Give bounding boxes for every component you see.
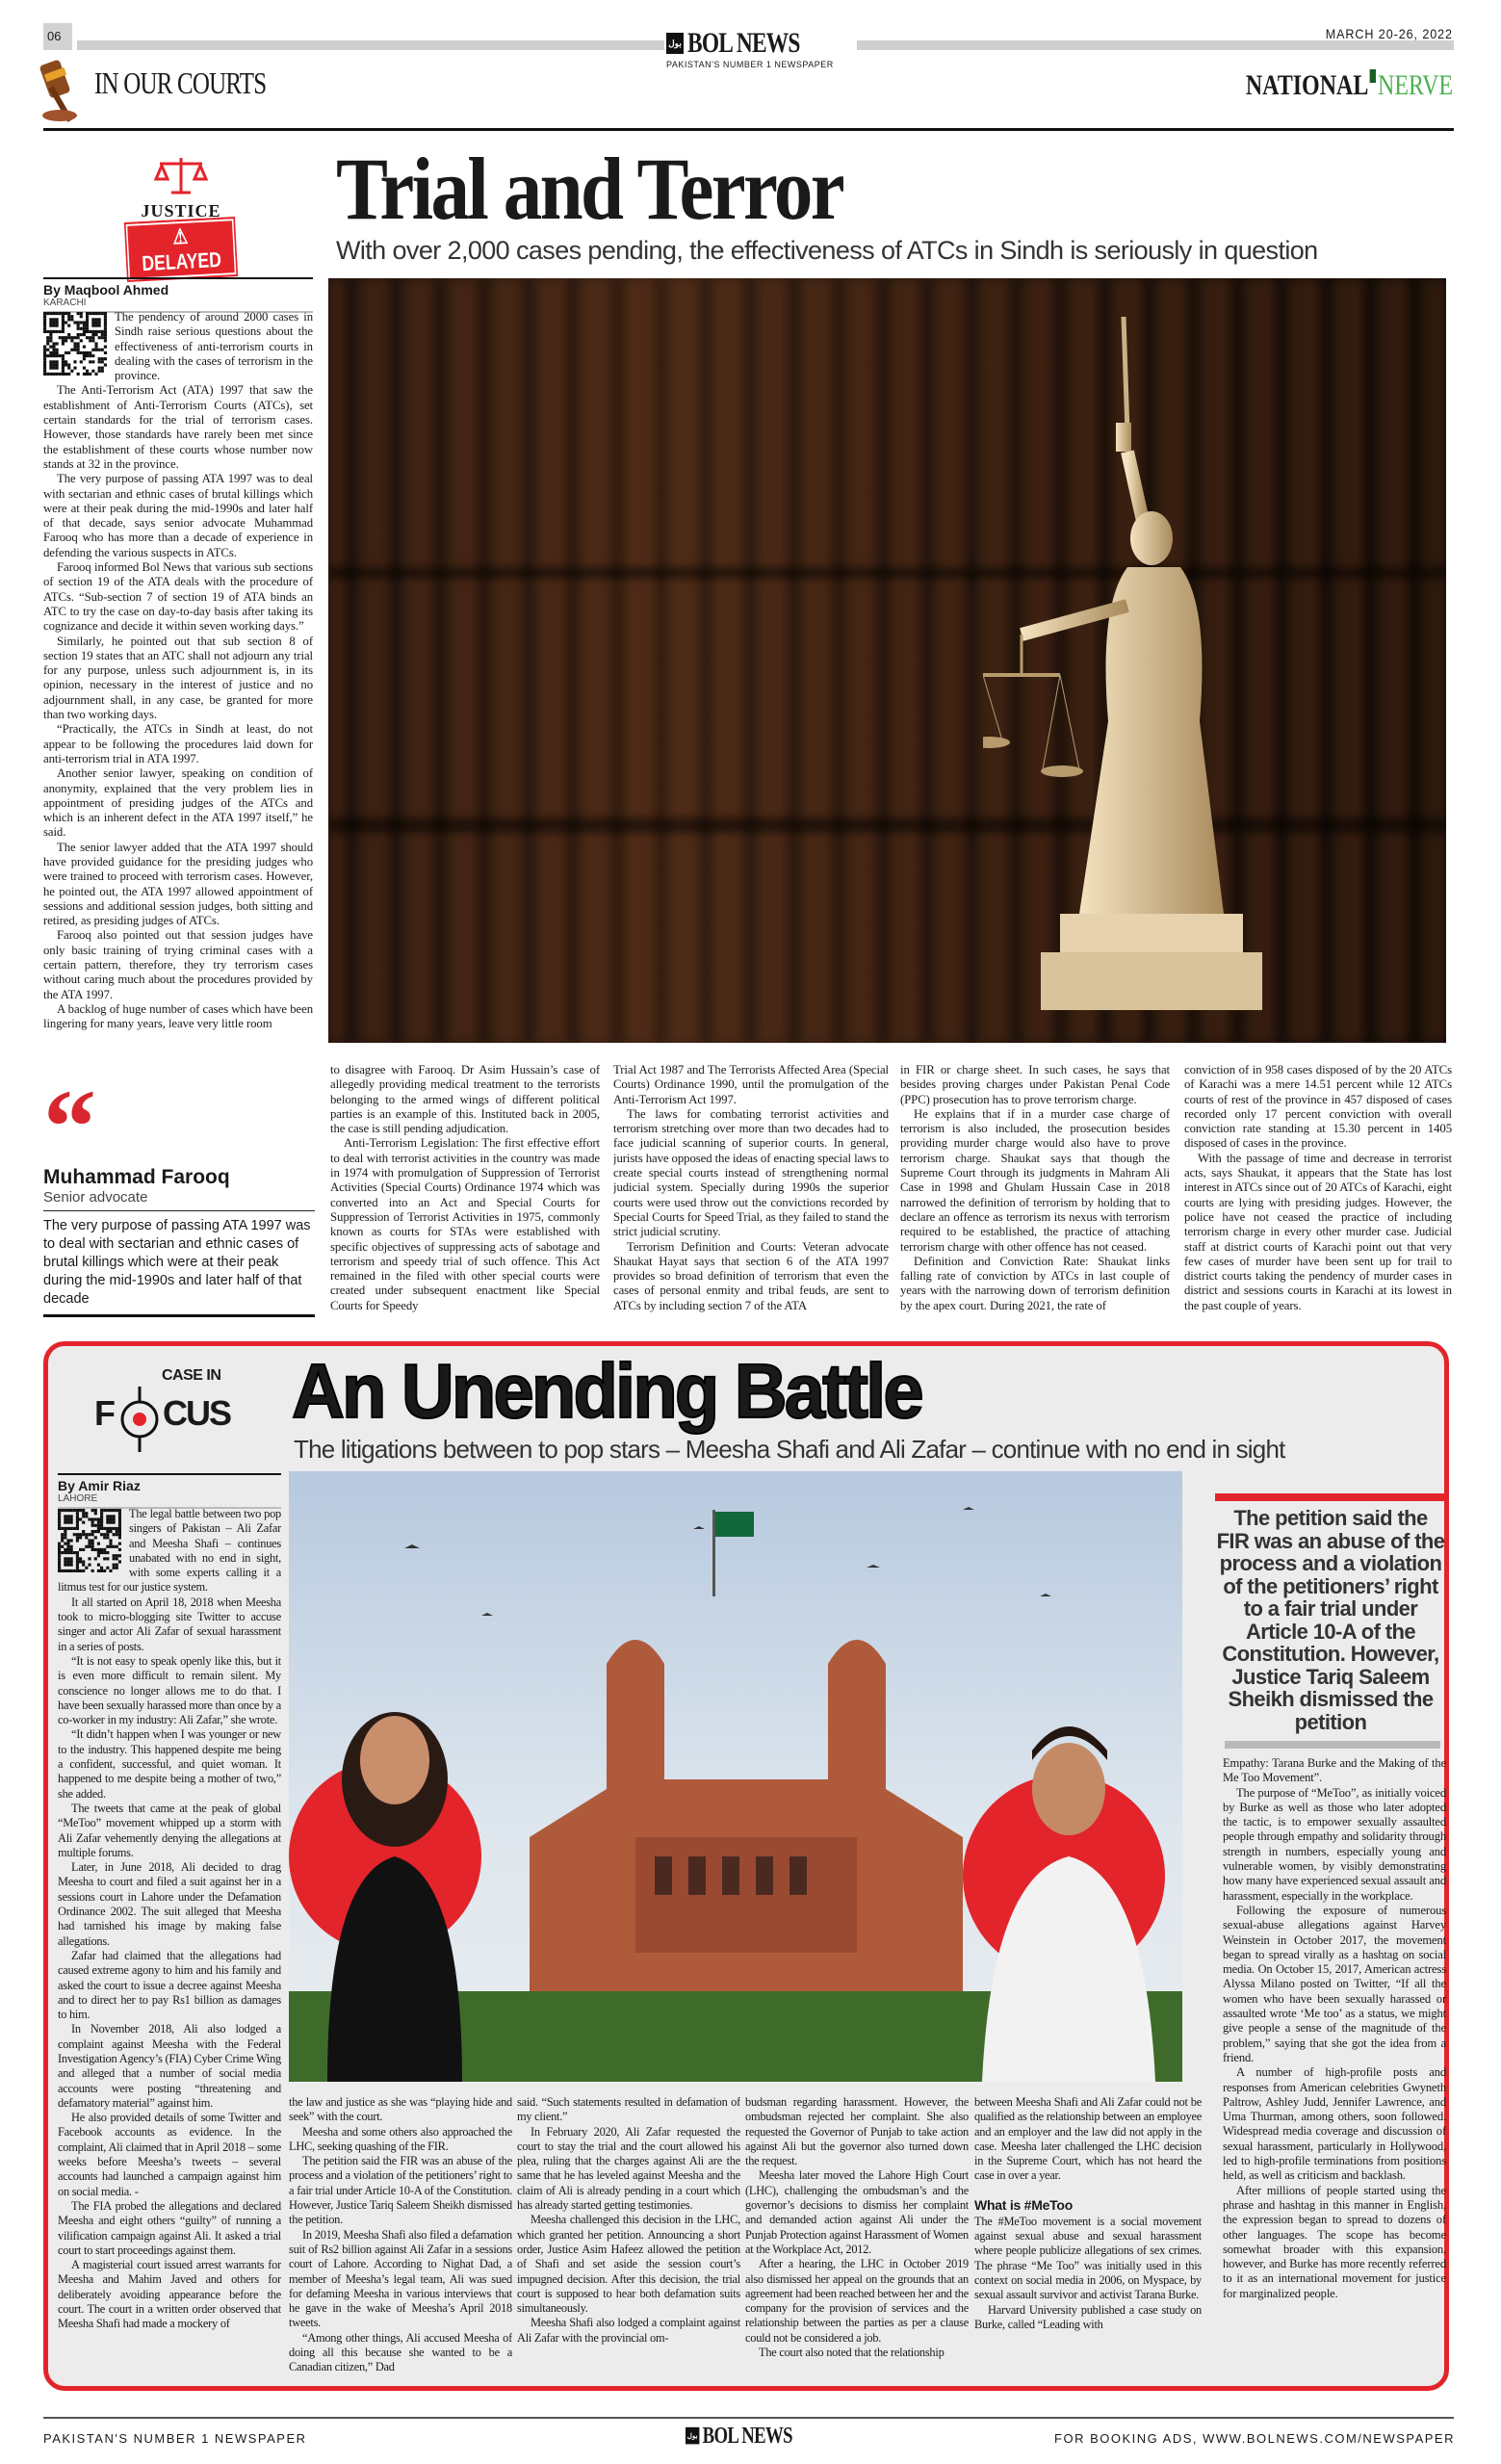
badge-justice: JUSTICE: [141, 201, 221, 220]
paragraph: The pendency of around 2000 cases in Sindh raise serious questions about the effectiveness of anti-terrorism courts in dealing with the cases of terrorism in the province.: [115, 310, 313, 383]
header-bar-right: [857, 40, 1454, 50]
article-column: [1184, 1063, 1452, 1315]
warning-icon: ⚠: [171, 223, 189, 249]
right-sidebar: [1215, 1493, 1446, 2387]
gavel-icon: [39, 56, 96, 125]
byline-block: [58, 1473, 281, 1509]
paragraph: the law and justice as she was “playing hide and seek” with the court.: [289, 2095, 512, 2124]
pull-quote: The petition said the FIR was an abuse of the process and a violation of the petitioners’ right to a fair trial under Article 10-A of the Constitution. However, Justice Tariq Saleem Sheikh dismissed the petition: [1215, 1493, 1446, 1733]
paragraph: in FIR or charge sheet. In such cases, he says that besides proving charges under Pakistan Penal Code (PPC) prosecution has to prove terrorism charge.: [900, 1063, 1170, 1106]
statue-illustration: [983, 317, 1272, 1043]
paragraph: Meesha Shafi also lodged a complaint against Ali Zafar with the provincial om-: [517, 2316, 740, 2345]
issue-date: MARCH 20-26, 2022: [1325, 26, 1453, 41]
paragraph: The very purpose of passing ATA 1997 was to deal with sectarian and ethnic cases of brutal killings which were at their peak during the mid-1990s and later half of that decade, says senior advocate Muhammad Farooq who has more than a decade of experience in defending the various suspects in ATCs.: [43, 472, 313, 559]
paragraph: Meesha later moved the Lahore High Court (LHC), challenging the ombudsman’s and the governor’s decisions to dismiss her complaint and demanded action against Ali under the Punjab Protection against Harassment of Women at the Workplace Act, 2012.: [745, 2168, 969, 2256]
paragraph: Anti-Terrorism Legislation: The first effective effort to deal with terrorist activities in the country was made in 1974 with promulgation of Suppression of Terrorist Activities (Special Courts) Ordinance 1974 which was converted into an Act and Special Courts for Suppression of Terrorist Activities in 1975, commonly known as courts for STAs were established with specific objectives of suppressing acts of sabotage and terrorism and speedy trial of such offence. This Act remained in the filed with other special courts were created under subsequent enactment like Special Courts for Speedy: [330, 1136, 600, 1312]
case-in-focus-badge: [94, 1367, 263, 1454]
byline-block: [43, 277, 313, 313]
national-label: NATIONAL: [1245, 69, 1369, 101]
paragraph: Meesha challenged this decision in the LHC, which granted her petition. Announcing a short order, Justice Asim Hafeez allowed the petition of Shafi and set aside the session court’s impugned decision. After this decision, the trial court is supposed to hear both defamation suits simultaneously.: [517, 2213, 740, 2316]
quote-text: The very purpose of passing ATA 1997 was to deal with sectarian and ethnic cases of brutal killings which were at their peak during the mid-1990s and later half of that decade: [43, 1211, 315, 1317]
bol-logo-text: BOL NEWS: [702, 2423, 792, 2449]
byline: By Amir Riaz: [58, 1473, 281, 1493]
court-building-illustration: [289, 1471, 1182, 2082]
lahore-high-court-photo: [289, 1471, 1182, 2082]
paragraph: It all started on April 18, 2018 when Meesha took to micro-blogging site Twitter to accuse singer and actor Ali Zafar of sexual harassment in a series of posts.: [58, 1595, 281, 1653]
header-bar-left: [77, 40, 664, 50]
paragraph: Meesha and some others also approached the LHC, seeking quashing of the FIR.: [289, 2124, 512, 2153]
paragraph: Later, in June 2018, Ali decided to drag Meesha to court and filed a suit against her in a sessions court in Lahore under the Defamation Ordinance 2002. The suit alleged that Meesha had tarnished his image by making false allegations.: [58, 1860, 281, 1948]
article-subtitle: The litigations between to pop stars – Meesha Shafi and Ali Zafar – continue with no end in sight: [294, 1435, 1285, 1464]
paragraph: The FIA probed the allegations and declared Meesha and eight others “guilty” of running a vilification campaign against Ali. It asked a trial court to start proceedings against them.: [58, 2198, 281, 2257]
paragraph: The legal battle between two pop singers of Pakistan – Ali Zafar and Meesha Shafi – continues unabated with no end in sight, with some experts calling it a litmus test for our justice system.: [58, 1507, 281, 1595]
paragraph: The Anti-Terrorism Act (ATA) 1997 that saw the establishment of Anti-Terrorism Courts (ATCs), set certain standards for the trial of terrorism cases. However, those standards have rarely been met since the establishment of these courts whose number now stands at 32 in the province.: [43, 383, 313, 471]
target-icon: [118, 1387, 161, 1452]
footer-logo[interactable]: [686, 2423, 817, 2449]
paragraph: Empathy: Tarana Burke and the Making of the Me Too Movement”.: [1223, 1756, 1446, 1785]
paragraph: Following the exposure of numerous sexual-abuse allegations against Harvey Weinstein in October 2017, the movement began to spread virally as a hashtag on social media. On October 15, 2017, American actress Alyssa Milano posted on Twitter, “If all the women who have been sexually harassed or assaulted wrote ‘Me too’ as a status, we might give people a sense of the magnitude of the problem,” saying that she got the idea from a friend.: [1223, 1903, 1446, 2064]
paragraph: After millions of people started using the phrase and hashtag in this manner in English, the expression began to spread to dozens of other languages. The scope has become somewhat broader with this expansion, however, and Burke has more recently referred to it as an international movement for justice for marginalized people.: [1223, 2183, 1446, 2300]
paragraph: The #MeToo movement is a social movement against sexual abuse and sexual harassment where people publicize allegations of sex crimes. The phrase “Me Too” was initially used in this context on social media in 2006, on Myspace, by sexual assault survivor and activist Tarana Burke.: [974, 2214, 1202, 2302]
paragraph: “Practically, the ATCs in Sindh at least, do not appear to be following the procedures laid down for anti-terrorism trial in ATA 1997.: [43, 722, 313, 765]
paragraph: After a hearing, the LHC in October 2019 also dismissed her appeal on the grounds that an agreement had been reached between her and the company for the provision of services and the relationship between the parties as per a clause could not be considered a job.: [745, 2257, 969, 2345]
paragraph: “It is not easy to speak openly like this, but it is even more difficult to remain silent. My conscience no longer allows me to do that. I have been sexually harassed more than once by a co-worker in my industry: Ali Zafar,” she wrote.: [58, 1653, 281, 1727]
bol-logo-mark: بول: [666, 33, 684, 54]
article-column: [1223, 1756, 1446, 2387]
justice-delayed-badge: [114, 154, 248, 277]
bol-logo-text: BOL NEWS: [687, 27, 800, 59]
paragraph: He explains that if in a murder case charge of terrorism is also included, the prosecution besides providing murder charge would also have to prove terrorism charge. Shaukat says that though the Supreme Court through its judgments in Mahram Ali Case in 1998 and Ghulam Hussain Case in 2018 narrowed the definition of terrorism by holding that to declare an offence as terrorism its nexus with terrorism required to be established, the practice of attaching terrorism charge with other offence has not ceased.: [900, 1106, 1170, 1254]
quote-mark-icon: “: [43, 1068, 96, 1185]
paragraph: The petition said the FIR was an abuse of the process and a violation of the petitioners’ right to a fair trial under Article 10-A of the Constitution. However, Justice Tariq Saleem Sheikh dismissed the petition.: [289, 2154, 512, 2227]
article-column: [58, 1507, 281, 2385]
scales-icon: [152, 154, 210, 196]
dateline: KARACHI: [43, 298, 313, 313]
quote-role: Senior advocate: [43, 1189, 315, 1211]
qr-code-icon[interactable]: [43, 312, 107, 376]
quote-name: Muhammad Farooq: [43, 1166, 230, 1188]
article-column: [900, 1063, 1170, 1315]
article-subtitle: With over 2,000 cases pending, the effectiveness of ATCs in Sindh is seriously in question: [336, 236, 1318, 265]
page-number: 06: [43, 23, 72, 50]
header-rule: [43, 128, 1454, 131]
booking-ads-link[interactable]: FOR BOOKING ADS, WWW.BOLNEWS.COM/NEWSPAPER: [1054, 2431, 1455, 2446]
paragraph: Definition and Conviction Rate: Shaukat links falling rate of conviction by ATCs in last couple of years with the narrowing down of terrorism definition by the apex court. During 2021, the rate of: [900, 1254, 1170, 1312]
paragraph: said. “Such statements resulted in defamation of my client.”: [517, 2095, 740, 2124]
paragraph: Farooq informed Bol News that various sub sections of section 19 of the ATA deals with the procedure of ATCs. “Sub-section 7 of section 19 of ATA binds an ATC to try the case on day-to-day basis after taking its cognizance and decide it within seven working days.”: [43, 560, 313, 634]
paragraph: Trial Act 1987 and The Terrorists Affected Area (Special Courts) Ordinance 1990, until the promulgation of the Anti-Terrorism Act 1997.: [613, 1063, 889, 1106]
paragraph: The tweets that came at the peak of global “MeToo” movement whipped up a storm with Ali Zafar vehemently denying the allegations at multiple forums.: [58, 1801, 281, 1859]
paragraph: The laws for combating terrorist activities and terrorism stretching over more than two decades had to face judicial scanning of superior courts. In general, jurists have opposed the ideas of enacting special laws to create special courts instead of strengthening normal judicial system. Specially during 1990s the superior courts were used throw out the convictions recorded by Special Courts for Speed Trial, as they failed to stand the strict judicial scrutiny.: [613, 1106, 889, 1239]
paragraph: The court also noted that the relationship: [759, 2346, 945, 2360]
article-column: [974, 2095, 1202, 2388]
nerve-label: NERVE: [1377, 69, 1453, 101]
article-title: An Unending Battle: [292, 1348, 921, 1434]
article-column: [745, 2095, 969, 2388]
footer-tagline: PAKISTAN'S NUMBER 1 NEWSPAPER: [43, 2431, 307, 2446]
article-column: [43, 310, 313, 1078]
bol-news-logo[interactable]: [666, 27, 834, 69]
bol-logo-mark: بول: [686, 2427, 699, 2445]
article-title: Trial and Terror: [336, 140, 843, 238]
paragraph: Farooq also pointed out that session judges have only basic training of trying criminal cases with a certain pattern, therefore, they try terrorism cases without caring much about the procedures provided by the ATA 1997.: [43, 928, 313, 1001]
subheading: What is #MeToo: [974, 2196, 1074, 2213]
paragraph: The senior lawyer added that the ATA 1997 should have provided guidance for the presiding judges who were trained to proceed with terrorism cases. However, he pointed out, the ATA 1997 allowed appointment of sessions and additional session judges, both sitting and retired, as presiding judges of ATCs.: [43, 840, 313, 928]
national-nerve-label: [1246, 69, 1453, 102]
paragraph: A magisterial court issued arrest warrants for Meesha and Mahim Javed and others for deliberately avoiding appearance before the court. The court in a written order observed that Meesha Shafi had made a mockery of: [58, 2258, 281, 2331]
quote-box: [43, 1068, 315, 1317]
paragraph: With the passage of time and decrease in terrorist acts, says Shaukat, it appears that the State has lost interest in ATCs since out of 20 ATCs of Karachi, eight courts are lying with presiding judges. However, the police have not ceased the practice of including terrorism charge in every other murder case. Judicial staff at district courts of Karachi point out that very few cases of murder have been sent up for trail to district courts taking the pendency of murder cases in district and sessions courts in Karachi at its lowest in the past couple of years.: [1184, 1151, 1452, 1312]
lady-justice-photo: [328, 278, 1446, 1043]
paragraph: “Among other things, Ali accused Meesha of doing all this because she wanted to be a Canadian citizen,” Dad: [289, 2330, 512, 2374]
paragraph: A number of high-profile posts and responses from American celebrities Gwyneth Paltrow, Ashley Judd, Jennifer Lawrence, and Uma Thurman, among others, soon followed. Widespread media coverage and discussion of sexual harassment, particularly in Hollywood, led to high-profile terminations from positions held, as well as criticism and backlash.: [1223, 2065, 1446, 2183]
paragraph: conviction of in 958 cases disposed of by the 20 ATCs of Karachi was a mere 14.51 percent while 12 ATCs courts of rest of the province in 457 disposed of cases recorded only 17 percent conviction with overall conviction rate standing at 15.30 percent in 1405 disposed of cases in the province.: [1184, 1063, 1452, 1151]
badge-f: F: [94, 1393, 116, 1433]
paragraph: The purpose of “MeToo”, as initially voiced by Burke as well as those who later adopted the tactic, is to empower sexually assaulted people through empathy and solidarity through strength in numbers, especially young and vulnerable women, by visibly demonstrating how many have experienced sexual assault and harassment, especially in the workplace.: [1223, 1785, 1446, 1903]
badge-delayed: ⚠ DELAYED: [126, 219, 237, 280]
paragraph: In 2019, Meesha Shafi also filed a defamation suit of Rs2 billion against Ali Zafar in a sessions court of Lahore. According to Nighat Dad, a member of Meesha’s legal team, Ali was sued for defaming Meesha in various interviews that he gave in the wake of Meesha’s April 2018 tweets.: [289, 2227, 512, 2330]
footer-rule: [43, 2417, 1454, 2419]
section-title: IN OUR COURTS: [94, 65, 267, 100]
article-column: [330, 1063, 600, 1315]
paragraph: Zafar had claimed that the allegations had caused extreme agony to him and his family and asked the court to issue a decree against Meesha and to direct her to pay Rs1 billion as damages to him.: [58, 1948, 281, 2022]
dateline: LAHORE: [58, 1493, 281, 1509]
paragraph: “It didn’t happen when I was younger or new to the industry. This happened despite me being a confident, successful, and quiet woman. It happened to me despite being a mother of two,” she added.: [58, 1727, 281, 1801]
article-column: [517, 2095, 740, 2388]
paragraph: In November 2018, Ali also lodged a complaint against Meesha with the Federal Investigation Agency’s (FIA) Cyber Crime Wing and alleged that a number of social media accounts were posting “threatening and defamatory material” against him.: [58, 2022, 281, 2110]
qr-code-icon[interactable]: [58, 1509, 121, 1572]
paragraph: to disagree with Farooq. Dr Asim Hussain’s case of allegedly providing medical treatment to the terrorists belonging to the armed wings of different political parties is an example of this. Instituted back in 2005, the case is still pending adjudication.: [330, 1063, 600, 1136]
logo-tagline: PAKISTAN'S NUMBER 1 NEWSPAPER: [666, 60, 834, 69]
paragraph: Another senior lawyer, speaking on condition of anonymity, explained that the very problem lies in appointment of presiding judges of the ATCs and which is an inherent defect in the ATA 1997 itself,” he said.: [43, 766, 313, 840]
paragraph: between Meesha Shafi and Ali Zafar could not be qualified as the relationship between an employee and an employer and the law did not apply in the case. Meesha later challenged the LHC decision in the Supreme Court, which has not heard the case in over a year.: [974, 2095, 1202, 2183]
paragraph: He also provided details of some Twitter and Facebook accounts as evidence. In the complaint, Ali claimed that in April 2018 – some weeks before Meesha’s tweets – several accounts had launched a campaign against him on social media. -: [58, 2111, 281, 2198]
flag-icon: [1370, 69, 1376, 83]
byline: By Maqbool Ahmed: [43, 277, 313, 298]
article-column: [289, 2095, 512, 2388]
paragraph: Terrorism Definition and Courts: Veteran advocate Shaukat Hayat says that section 6 of the ATA 1997 provides so broad definition of terrorism that even the cases of personal enmity and tribal feuds, are sent to ATCs by including section 7 of the ATA: [613, 1239, 889, 1312]
pull-quote-divider: [1225, 1741, 1440, 1749]
article-column: [613, 1063, 889, 1315]
paragraph: A backlog of huge number of cases which have been lingering for many years, leave very little room: [43, 1001, 313, 1031]
paragraph: Harvard University published a case study on Burke, called “Leading with: [974, 2302, 1202, 2331]
paragraph: Similarly, he pointed out that sub section 8 of section 19 states that an ATC shall not adjourn any trial for any purpose, unless such adjournment is, in its opinion, necessary in the interest of justice and no adjournment shall, in any case, be granted for more than two working days.: [43, 634, 313, 722]
paragraph: In February 2020, Ali Zafar requested the court to stay the trial and the court allowed his plea, ruling that the charges against Ali are the same that he has leveled against Meesha and the claim of Ali is already pending in a court which has already started getting testimonies.: [517, 2124, 740, 2213]
badge-case-in: CASE IN: [162, 1367, 221, 1384]
paragraph: budsman regarding harassment. However, the ombudsman rejected her complaint. She also requested the Governor of Punjab to take action against Ali but the governor also turned down the request.: [745, 2095, 969, 2168]
badge-cus: CUS: [163, 1393, 231, 1433]
